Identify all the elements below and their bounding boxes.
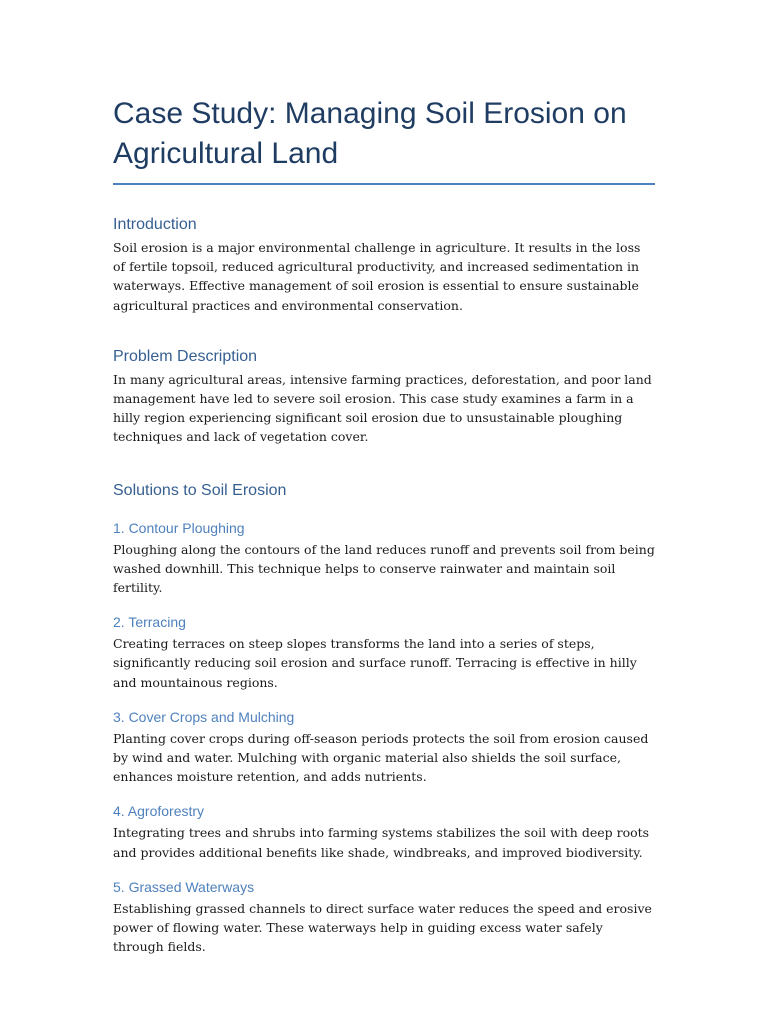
problem-section [113, 347, 655, 447]
problem-paragraph: In many agricultural areas, intensive farming practices, deforestation, and poor land management have led to severe soil erosion. This case study examines a farm in a hilly region experiencing significant soil erosion due to unsustainable ploughing techniques and lack of vegetation cover. [113, 371, 652, 445]
solution-item-contour-ploughing [113, 519, 655, 598]
solution-paragraph: Establishing grassed channels to direct surface water reduces the speed and erosive power of flowing water. These waterways help in guiding excess water safely through fields. [113, 900, 652, 955]
solution-paragraph: Creating terraces on steep slopes transforms the land into a series of steps, significantly reducing soil erosion and surface runoff. Terracing is effective in hilly and mountainous regions. [113, 636, 637, 690]
solution-heading: 5. Grassed Waterways [113, 878, 255, 895]
introduction-heading: Introduction [113, 216, 197, 233]
solution-heading: 1. Contour Ploughing [113, 519, 245, 536]
solution-item-grassed-waterways [113, 878, 655, 957]
solution-paragraph: Integrating trees and shrubs into farming systems stabilizes the soil with deep roots and provides additional benefits like shade, windbreaks, and improved biodiversity. [113, 825, 650, 860]
solution-item-terracing [113, 613, 655, 692]
solution-paragraph: Planting cover crops during off-season periods protects the soil from erosion caused by wind and water. Mulching with organic material also shields the soil surface, enhances moisture retention, and adds nutrients. [113, 730, 649, 785]
title-divider [113, 183, 655, 185]
solutions-section [113, 481, 655, 957]
introduction-section [113, 215, 655, 315]
problem-heading: Problem Description [113, 347, 258, 365]
solutions-heading: Solutions to Soil Erosion [113, 481, 287, 499]
solution-heading: 4. Agroforestry [113, 803, 205, 820]
solution-item-agroforestry [113, 802, 655, 861]
solution-heading: 2. Terracing [113, 614, 186, 631]
solution-paragraph: Ploughing along the contours of the land reduces runoff and prevents soil from being washed downhill. This technique helps to conserve rainwater and maintain soil fertility. [113, 541, 655, 596]
introduction-paragraph: Soil erosion is a major environmental challenge in agriculture. It results in the loss of fertile topsoil, reduced agricultural productivity, and increased sedimentation in waterways. Effective management of soil erosion is essential to ensure sustainable agricultural practices and environmental conservation. [113, 240, 641, 313]
solution-heading: 3. Cover Crops and Mulching [113, 708, 295, 725]
document-title: Case Study: Managing Soil Erosion on Agricultural Land [113, 97, 627, 170]
solution-item-cover-crops [113, 708, 655, 787]
